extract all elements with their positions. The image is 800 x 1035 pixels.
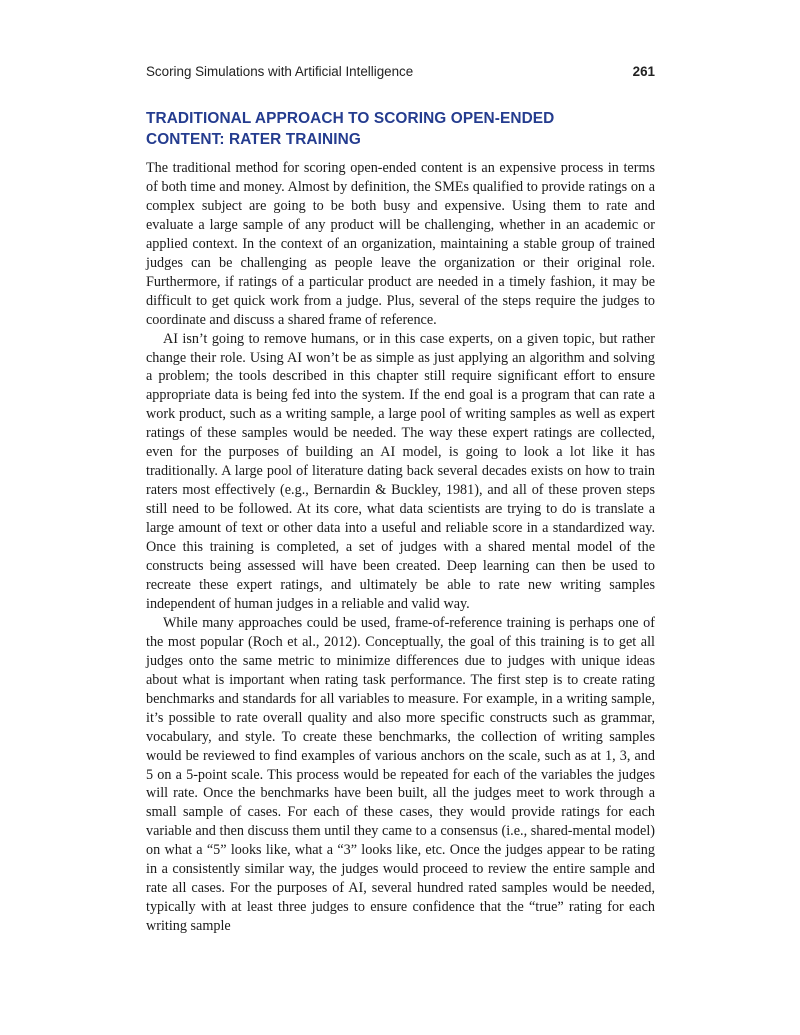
paragraph-2: AI isn’t going to remove humans, or in this case experts, on a given topic, but rather change their role. Using AI won’t be as simple as just applying an algorithm and solving a problem; the tools described in this chapter still require significant effort to ensure appropriate data is being fed into the system. If the end goal is a program that can rate a work product, such as a writing sample, a large pool of writing samples as well as expert ratings of these samples would be needed. The way these expert ratings are collected, even for the purposes of building an AI model, is going to look a lot like it has traditionally. A large pool of literature dating back several decades exists on how to train raters most effectively (e.g., Bernardin & Buckley, 1981), and all of these proven steps still need to be followed. At its core, what data scientists are trying to do is translate a large amount of text or other data into a useful and reliable score in a standardized way. Once this training is completed, a set of judges with a shared mental model of the constructs being assessed will have been created. Deep learning can then be used to recreate these expert ratings, and ultimately be able to rate new writing samples independent of human judges in a reliable and valid way. <box>146 330 655 612</box>
paragraph-3: While many approaches could be used, frame-of-reference training is perhaps one of the most popular (Roch et al., 2012). Conceptually, the goal of this training is to get all judges onto the same metric to minimize differences due to judges with unique ideas about what is important when rating task performance. The first step is to create rating benchmarks and standards for all variables to measure. For example, in a writing sample, it’s possible to rate overall quality and also more specific constructs such as grammar, vocabulary, and style. To create these benchmarks, the collection of writing samples would be reviewed to find examples of various anchors on the scale, such as at 1, 3, and 5 on a 5-point scale. This process would be repeated for each of the variables the judges will rate. Once the benchmarks have been built, all the judges meet to work through a small sample of cases. For each of these cases, they would provide ratings for each variable and then discuss them until they came to a consensus (i.e., shared-mental model) on what a “5” looks like, what a “3” looks like, etc. Once the judges appear to be rating in a consistently similar way, the judges would proceed to review the entire sample and rate all cases. For the purposes of AI, several hundred rated samples would be needed, typically with at least three judges to ensure confidence that the “true” rating for each writing sample <box>146 614 655 935</box>
book-page <box>146 64 655 936</box>
paragraph-1: The traditional method for scoring open-ended content is an expensive process in terms of both time and money. Almost by definition, the SMEs qualified to provide ratings on a complex subject are going to be both busy and expensive. Using them to rate and evaluate a large sample of any product will be challenging, whether in an academic or applied context. In the context of an organization, maintaining a stable group of trained judges can be challenging as people leave the organization or their original role. Furthermore, if ratings of a particular product are needed in a timely fashion, it may be difficult to get quick work from a judge. Plus, several of the steps require the judges to coordinate and discuss a shared frame of reference. <box>146 160 655 328</box>
body-text <box>146 159 655 936</box>
running-title: Scoring Simulations with Artificial Intelligence <box>146 64 414 79</box>
page-number: 261 <box>632 64 655 79</box>
section-heading <box>146 108 655 150</box>
section-heading-line-1: TRADITIONAL APPROACH TO SCORING OPEN-ENDED <box>146 110 555 127</box>
running-head <box>146 64 655 88</box>
section-heading-line-2: CONTENT: RATER TRAINING <box>146 131 361 148</box>
